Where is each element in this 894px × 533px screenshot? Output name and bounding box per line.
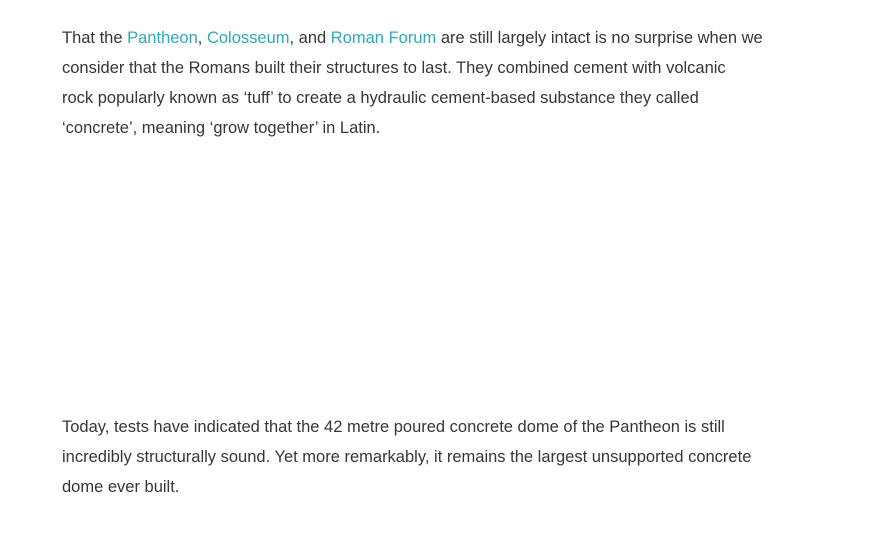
text-line [62, 83, 834, 113]
image-placeholder [62, 143, 834, 412]
text-segment: incredibly structurally sound. Yet more remarkably, it remains the largest unsupported concrete [62, 448, 752, 466]
text-line [62, 23, 834, 53]
text-segment: That the [62, 29, 128, 47]
link-colosseum[interactable]: Colosseum [206, 29, 290, 47]
text-line [62, 472, 834, 502]
intro-paragraph [62, 23, 834, 143]
text-segment: are still largely intact is no surprise when we [436, 29, 763, 47]
text-segment: consider that the Romans built their structures to last. They combined cement with volcanic [62, 59, 726, 77]
text-segment: dome ever built. [62, 478, 180, 496]
text-segment: ‘concrete’, meaning ‘grow together’ in Latin. [62, 119, 381, 137]
link-pantheon[interactable]: Pantheon [127, 29, 198, 47]
text-segment: Today, tests have indicated that the 42 metre poured concrete dome of the Pantheon is still [62, 418, 725, 436]
text-line [62, 442, 834, 472]
text-line [62, 53, 834, 83]
dome-paragraph [62, 412, 834, 502]
text-line [62, 113, 834, 143]
text-line [62, 412, 834, 442]
text-segment: rock popularly known as ‘tuff’ to create a hydraulic cement-based substance they called [62, 89, 699, 107]
text-segment: , and [289, 29, 331, 47]
text-segment: , [197, 29, 207, 47]
link-roman-forum[interactable]: Roman Forum [330, 29, 437, 47]
